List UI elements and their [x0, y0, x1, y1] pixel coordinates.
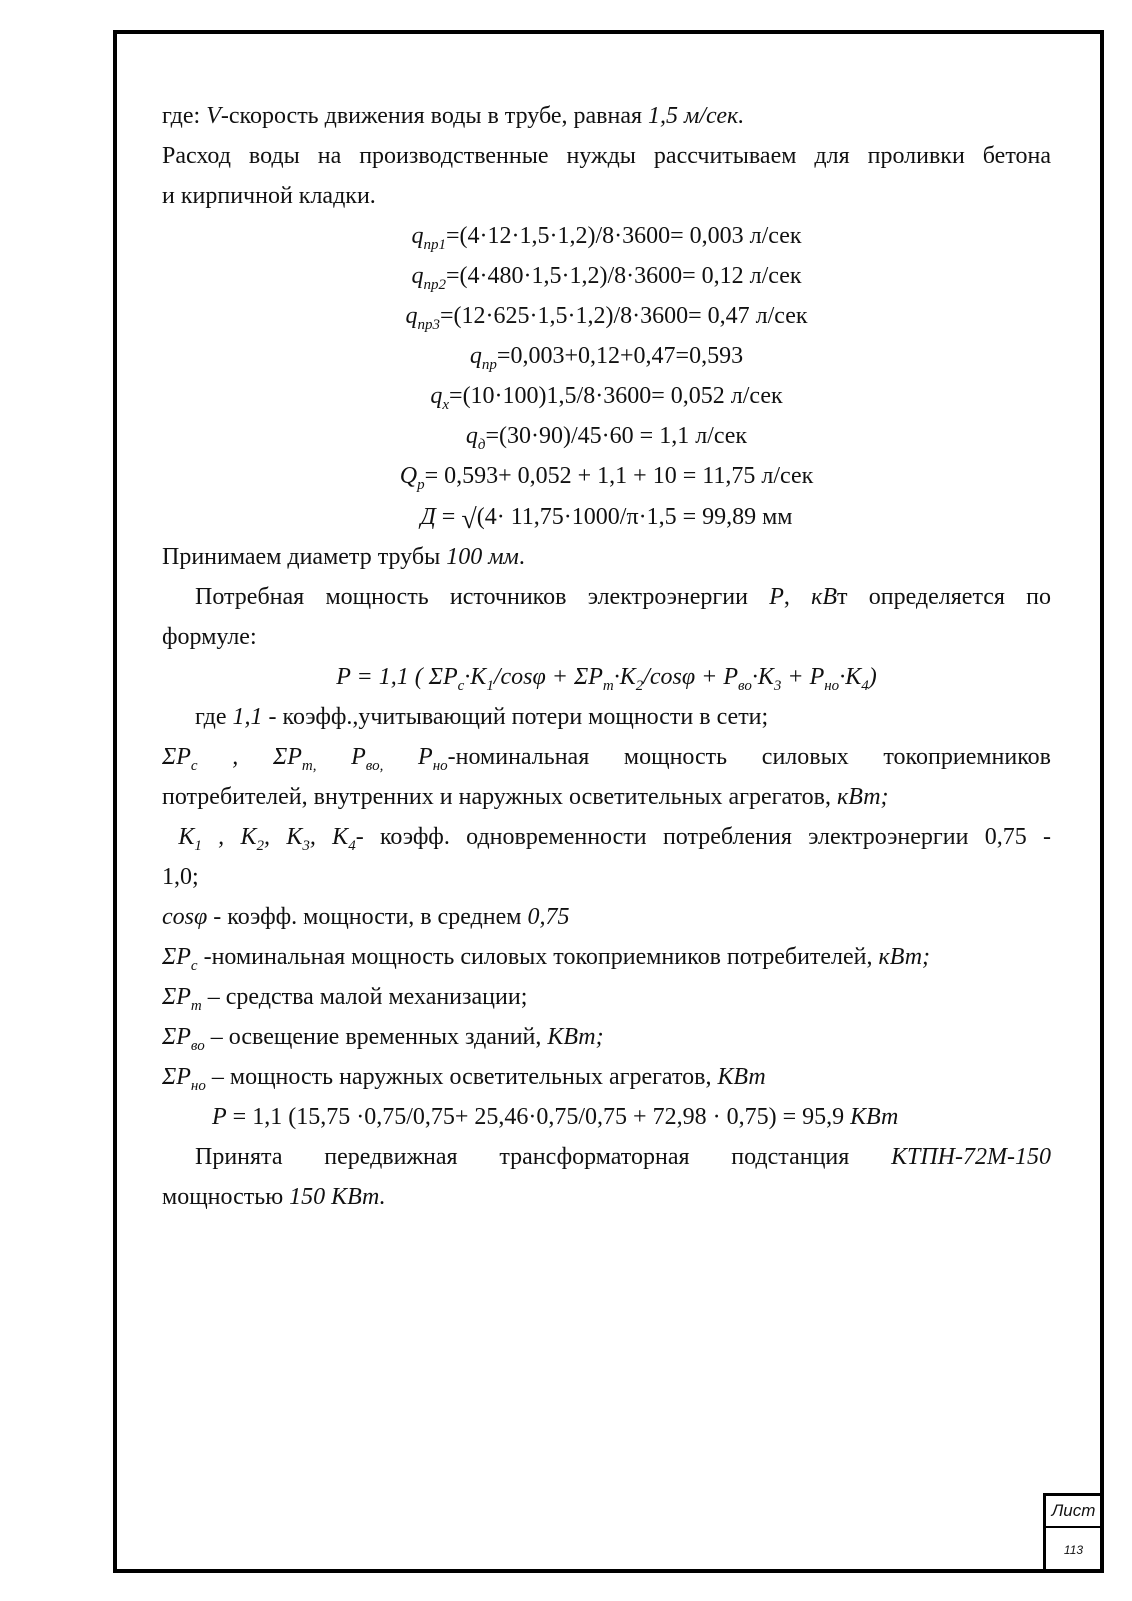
sqrt-icon: √: [461, 504, 477, 535]
nominal-power-line2: потребителей, внутренних и наружных осветительных агрегатов, кВт;: [162, 784, 889, 810]
power-calculation: P = 1,1 (15,75 ·0,75/0,75+ 25,46·0,75/0,75 + 72,98 · 0,75) = 95,9 КВт: [212, 1104, 899, 1130]
sum-pc-note: $\Sigma P_c$ -номинальная мощность силовых токоприемников потребителей, кВт;: [162, 944, 931, 974]
sum-pvo-note: $\Sigma P_{во}$ – освещение временных зданий, КВт;: [162, 1024, 604, 1054]
sheet-number: 113: [1063, 1543, 1084, 1557]
equation-diameter: Д = √(4· 11,75·1000/π·1,5 = 99,89 мм: [162, 496, 1051, 537]
equation-q-pr1: $q_{пр1}=(4\cdot 12\cdot 1,5\cdot 1,2)/8\cdot 3600= 0,003$ л/сек: [411, 223, 802, 253]
sheet-label: Лист: [1046, 1496, 1101, 1528]
substation-line1: Принята передвижная трансформаторная подстанция КТПН-72М-150: [195, 1144, 1051, 1170]
substation-line2: мощностью 150 КВт.: [162, 1184, 386, 1210]
sum-pno-note: $\Sigma P_{но}$ – мощность наружных осветительных агрегатов, КВт: [162, 1064, 766, 1094]
equation-q-pr3: $q_{пр3}=(12\cdot 625\cdot 1,5\cdot 1,2)/8\cdot 3600= 0,47$ л/сек: [405, 303, 808, 333]
nominal-power-line1: $\Sigma P_c$ , $\Sigma P_{m,}$ $P_{во,}$ $P_{но}$-номинальная мощность силовых токоприемников: [162, 744, 1051, 774]
simultaneity-line2: 1,0;: [162, 864, 199, 890]
power-intro-line1: Потребная мощность источников электроэнергии Р, кВт определяется по: [195, 584, 1052, 610]
equation-q-pr2: $q_{пр2}=(4\cdot 480\cdot 1,5\cdot 1,2)/8\cdot 3600= 0,12$ л/сек: [411, 263, 802, 293]
pipe-diameter-note: Принимаем диаметр трубы 100 мм.: [162, 544, 525, 570]
coefficient-note: где 1,1 - коэфф.,учитывающий потери мощности в сети;: [195, 704, 769, 730]
simultaneity-line1: $K_1$ , $K_2$, $K_3$, $K_4-$ коэфф. одновременности потребления электроэнергии 0,75 -: [178, 824, 1052, 854]
power-formula: P = 1,1 ( $\Sigma P_c\cdot K_1$/cosφ + $\Sigma P_m\cdot K_2$/cosφ + $P_{во}\cdot K_3 + P_{но}\cdot K_4$): [336, 664, 877, 694]
cos-phi-note: cosφ - коэфф. мощности, в среднем 0,75: [162, 904, 570, 930]
water-consumption-line1: Расход воды на производственные нужды рассчитываем для проливки бетона: [162, 143, 1051, 169]
equation-q-pr-sum: $q_{пр}=0,003+0,12+0,47=0,593$: [469, 343, 744, 373]
sum-pm-note: $\Sigma P_m$ – средства малой механизации;: [162, 984, 528, 1014]
equation-q-total: $Q_р= 0,593+ 0,052 + 1,1 + 10 = 11,75$ л/сек: [399, 463, 814, 493]
page-content: [162, 96, 1051, 1217]
equation-q-d: $q_д=(30\cdot 90)/45\cdot 60 = 1,1$ л/сек: [465, 423, 748, 453]
equation-q-x: $q_х=(10\cdot 100)1,5/8\cdot 3600= 0,052$ л/сек: [430, 383, 783, 413]
power-intro-line2: формуле:: [162, 624, 257, 650]
water-consumption-line2: и кирпичной кладки.: [162, 183, 376, 209]
velocity-note: где: V-скорость движения воды в трубе, равная 1,5 м/сек.: [162, 103, 745, 129]
sheet-stamp: [1043, 1493, 1104, 1573]
